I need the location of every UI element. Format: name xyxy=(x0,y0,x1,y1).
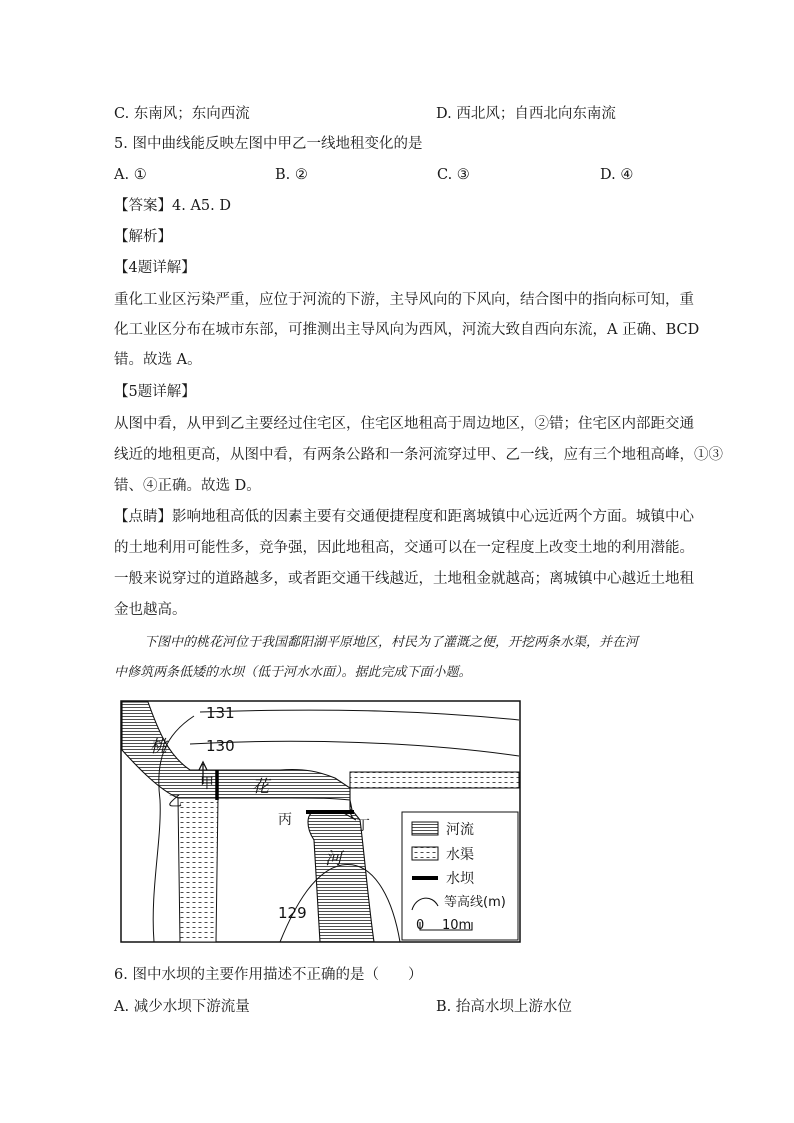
answer-text: 4. A5. D xyxy=(172,198,231,214)
q4-detail-line: 化工业区分布在城市东部，可推测出主导风向为西风，河流大致自西向东流，A 正确、BCD xyxy=(114,322,700,338)
q4-detail-line: 重化工业区污染严重，应位于河流的下游，主导风向的下风向，结合图中的指向标可知，重 xyxy=(114,292,694,308)
q5-option-b: B. ② xyxy=(275,167,308,183)
q4-option-c: C. 东南风；东向西流 xyxy=(114,106,250,122)
river-char-tao: 桃 xyxy=(150,737,167,757)
south-canal xyxy=(178,798,218,942)
comment-line: 的土地利用可能性多，竞争强，因此地租高，交通可以在一定程度上改变土地的利用潜能。 xyxy=(114,540,694,556)
map-legend xyxy=(402,812,518,940)
q4-detail-line: 错。故选 A。 xyxy=(114,352,202,368)
point-yi: 乙 xyxy=(168,794,182,810)
legend-river-swatch xyxy=(412,822,438,835)
q5-stem: 5. 图中曲线能反映左图中甲乙一线地租变化的是 xyxy=(114,136,423,152)
q6-option-a: A. 减少水坝下游流量 xyxy=(114,999,250,1015)
scale-zero: 0 xyxy=(416,918,425,933)
river-char-hua: 花 xyxy=(252,777,269,797)
legend-contour-label: 等高线(m) xyxy=(444,895,506,910)
q5-option-d: D. ④ xyxy=(600,167,634,183)
q5-option-a: A. ① xyxy=(114,167,147,183)
point-ding: 丁 xyxy=(356,818,370,834)
comment-line: 金也越高。 xyxy=(114,602,187,618)
q6-option-b: B. 抬高水坝上游水位 xyxy=(436,999,572,1015)
comment-line: 一般来说穿过的道路越多，或者距交通干线越近，土地租金就越高；离城镇中心越近土地租 xyxy=(114,571,694,587)
comment-line xyxy=(114,507,694,527)
comment-text: 影响地租高低的因素主要有交通便捷程度和距离城镇中心远近两个方面。城镇中心 xyxy=(172,509,694,525)
legend-river-label: 河流 xyxy=(446,822,474,838)
q4-option-d: D. 西北风；自西北向东南流 xyxy=(436,106,616,122)
contour-label-130: 130 xyxy=(206,737,235,755)
q5-option-c: C. ③ xyxy=(437,167,470,183)
legend-canal-swatch xyxy=(412,847,438,860)
q5-detail-line: 错、④正确。故选 D。 xyxy=(114,478,261,494)
comment-tag: 【点睛】 xyxy=(114,509,172,525)
answer-line xyxy=(114,196,231,216)
q4-detail-tag: 【4题详解】 xyxy=(114,260,196,276)
q5-detail-line: 线近的地租更高，从图中看，有两条公路和一条河流穿过甲、乙一线，应有三个地租高峰，①③ xyxy=(114,447,723,463)
river-char-he: 河 xyxy=(325,849,342,869)
legend-canal-label: 水渠 xyxy=(446,847,474,863)
river-map-figure xyxy=(120,700,522,944)
contour-label-129: 129 xyxy=(278,904,307,922)
answer-tag: 【答案】 xyxy=(114,198,172,214)
intro-line: 下图中的桃花河位于我国鄱阳湖平原地区，村民为了灌溉之便，开挖两条水渠，并在河 xyxy=(144,635,639,650)
point-bing: 丙 xyxy=(278,812,292,828)
q5-detail-tag: 【5题详解】 xyxy=(114,384,196,400)
legend-dam-label: 水坝 xyxy=(446,871,474,887)
north-canal xyxy=(350,772,519,788)
point-jia: 甲 xyxy=(200,776,214,792)
intro-line: 中修筑两条低矮的水坝（低于河水水面）。据此完成下面小题。 xyxy=(114,665,472,680)
q6-stem: 6. 图中水坝的主要作用描述不正确的是（ ） xyxy=(114,967,423,983)
analysis-tag: 【解析】 xyxy=(114,229,172,245)
contour-label-131: 131 xyxy=(206,704,235,722)
scale-length: 10m xyxy=(442,918,472,933)
q5-detail-line: 从图中看，从甲到乙主要经过住宅区，住宅区地租高于周边地区，②错；住宅区内部距交通 xyxy=(114,416,694,432)
